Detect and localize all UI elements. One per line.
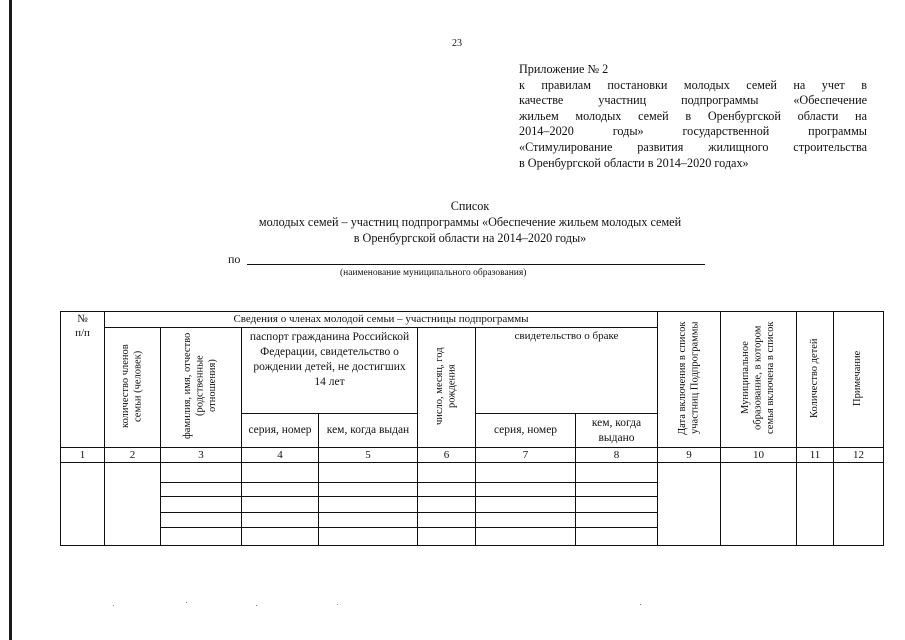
member-row-line [576,496,657,497]
col-number-9: 9 [658,448,721,463]
header-inclusion-date: Дата включения в список участниц Подпрограммы [658,312,721,448]
member-row-line [242,482,318,483]
body-cell-1 [61,463,105,546]
member-row-line [418,512,475,513]
po-label: по [228,252,241,266]
appendix-line-3: качестве участниц подпрограммы «Обеспечение [519,93,867,108]
scan-speck [337,604,338,605]
member-row-line [576,482,657,483]
header-municipality: Муниципальное образование, в котором семья включена в список [721,312,797,448]
col-number-3: 3 [161,448,242,463]
header-birth-date: число, месяц, год рождения [418,328,476,448]
title-line-1: Список [450,199,490,213]
header-passport-issued: кем, когда выдан [319,414,418,448]
body-cell-10 [721,463,797,546]
header-marriage-cert: свидетельство о браке [476,328,658,414]
body-cell-11 [797,463,834,546]
col-number-1: 1 [61,448,105,463]
appendix-line-4: жильем молодых семей в Оренбургской области на [519,108,867,123]
scan-speck [640,604,641,605]
header-note: Примечание [834,312,884,448]
appendix-header [519,62,867,171]
member-row-line [242,527,318,528]
header-passport: паспорт гражданина Российской Федерации, свидетельство о рождении детей, не достигших 14 лет [242,328,418,414]
member-row-line [476,527,575,528]
appendix-line-2: к правилам постановки молодых семей на учет в [519,77,867,92]
page-number: 23 [452,38,462,49]
body-cell-12 [834,463,884,546]
col-number-12: 12 [834,448,884,463]
col-number-5: 5 [319,448,418,463]
header-fio: фамилия, имя, отчество (родственные отношения) [161,328,242,448]
col-number-10: 10 [721,448,797,463]
member-row-line [418,527,475,528]
body-cell-7 [476,463,576,546]
col-number-2: 2 [105,448,161,463]
member-row-line [319,496,417,497]
member-row-line [576,512,657,513]
body-cell-6 [418,463,476,546]
col-number-6: 6 [418,448,476,463]
member-row-line [161,482,241,483]
scan-speck [113,605,114,606]
body-cell-3 [161,463,242,546]
member-row-line [576,527,657,528]
header-passport-series: серия, номер [242,414,319,448]
member-row-line [161,496,241,497]
member-row-line [319,527,417,528]
col-number-4: 4 [242,448,319,463]
body-cell-5 [319,463,418,546]
member-row-line [319,512,417,513]
appendix-line-6: «Стимулирование развития жилищного строительства [519,139,867,154]
body-cell-8 [576,463,658,546]
col-number-8: 8 [576,448,658,463]
scan-edge-bar [9,0,12,640]
header-group-members: Сведения о членах молодой семьи – участницы подпрограммы [105,312,658,328]
appendix-line-7: в Оренбургской области в 2014–2020 годах» [519,155,749,170]
title-line-2: молодых семей – участниц подпрограммы «Обеспечение жильем молодых семей [258,215,682,229]
col-number-11: 11 [797,448,834,463]
member-row-line [161,512,241,513]
member-row-line [242,496,318,497]
member-row-line [242,512,318,513]
header-marriage-series: серия, номер [476,414,576,448]
member-row-line [476,496,575,497]
families-table [60,311,884,546]
scan-speck [256,605,257,606]
header-marriage-issued: кем, когда выдано [576,414,658,448]
body-cell-9 [658,463,721,546]
document-title [120,198,820,246]
member-row-line [418,496,475,497]
municipality-fill-line [247,264,705,265]
appendix-line-5: 2014–2020 годы» государственной программы [519,124,867,139]
member-row-line [319,482,417,483]
scan-speck [186,602,187,603]
title-line-3: в Оренбургской области на 2014–2020 годы» [353,231,587,245]
member-row-line [418,482,475,483]
member-row-line [476,482,575,483]
appendix-line-1: Приложение № 2 [519,62,609,76]
col-number-7: 7 [476,448,576,463]
header-children-count: Количество детей [797,312,834,448]
body-cell-2 [105,463,161,546]
member-row-line [161,527,241,528]
body-cell-4 [242,463,319,546]
member-row-line [476,512,575,513]
header-members-count: количество членов семьи (человек) [105,328,161,448]
municipality-caption: (наименование муниципального образования) [340,268,527,278]
header-number: № п/п [61,312,105,448]
